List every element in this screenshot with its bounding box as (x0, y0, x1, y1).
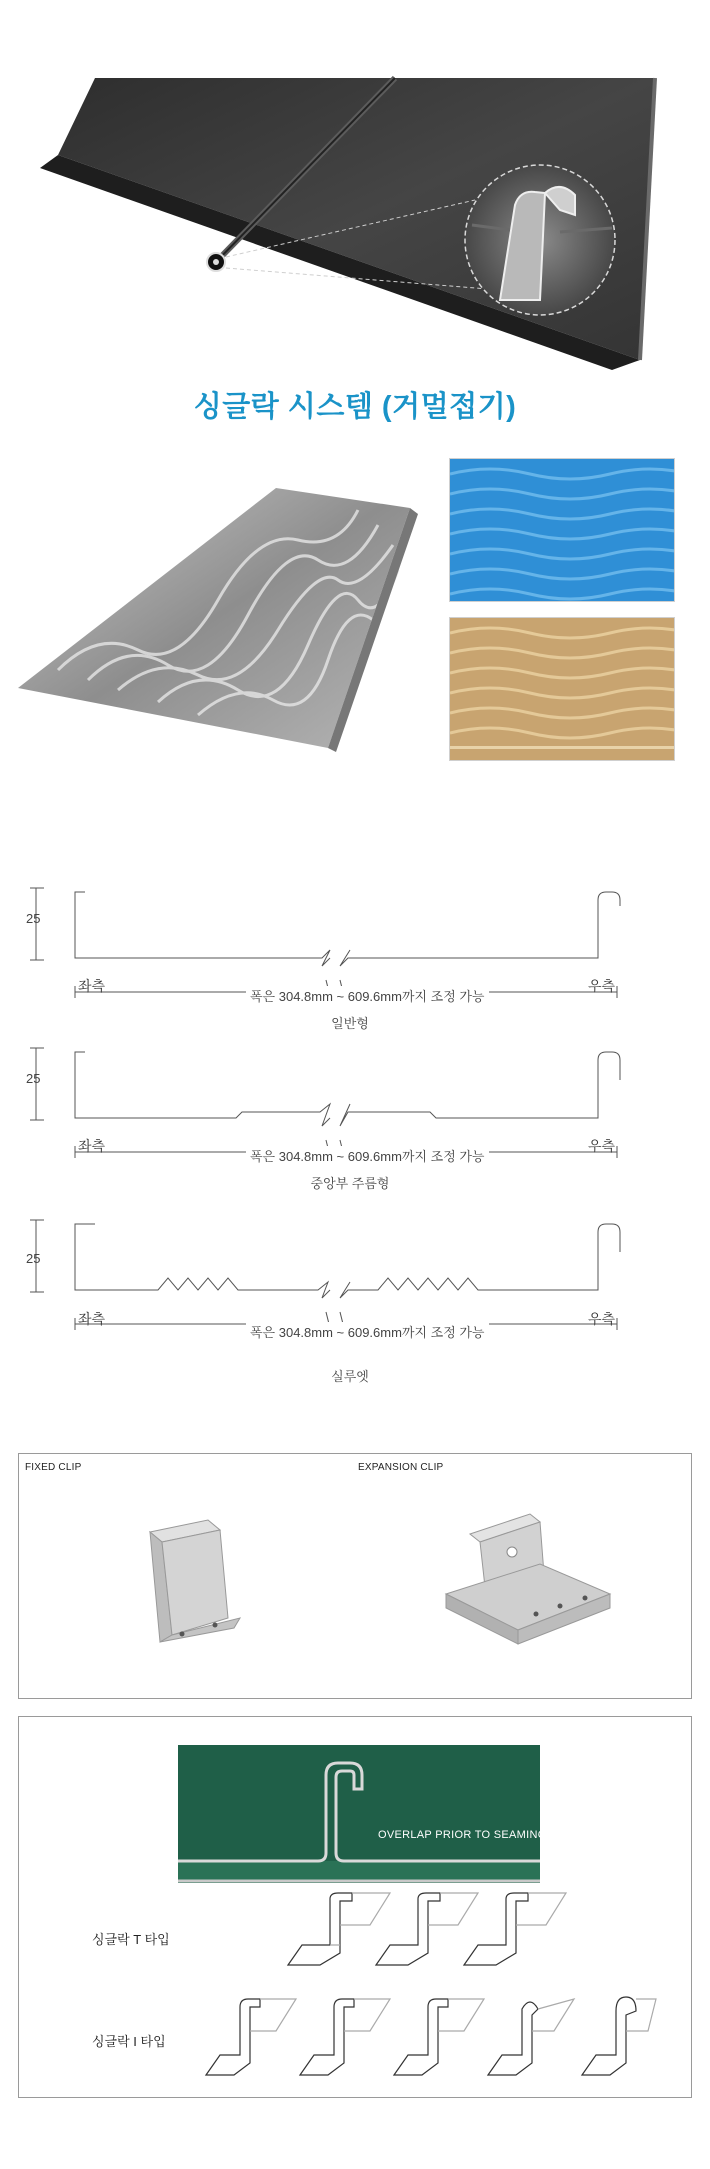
left-side-label: 좌측 (78, 978, 106, 994)
t-type-label: 싱글락 T 타입 (92, 1932, 170, 1947)
expansion-clip-label: EXPANSION CLIP (358, 1462, 444, 1473)
overlap-text: OVERLAP PRIOR TO SEAMING (378, 1829, 547, 1841)
i-type-seam-diagram (200, 1985, 660, 2085)
height-dimension: 25 (26, 911, 41, 926)
width-range-text: 폭은 304.8mm ~ 609.6mm까지 조정 가능 (246, 1146, 489, 1165)
t-type-seam-diagram (280, 1885, 620, 1975)
profile-caption: 중앙부 주름형 (310, 1176, 390, 1191)
height-dimension: 25 (26, 1071, 41, 1086)
i-type-label: 싱글락 I 타입 (92, 2034, 166, 2049)
blue-wave-swatch (449, 458, 675, 602)
right-side-label: 우측 (588, 1311, 616, 1327)
seam-photo (178, 1745, 540, 1883)
right-side-label: 우측 (588, 1138, 616, 1154)
wave-panel-image (18, 480, 418, 760)
width-range-text: 폭은 304.8mm ~ 609.6mm까지 조정 가능 (246, 986, 489, 1005)
fixed-clip-label: FIXED CLIP (25, 1462, 82, 1473)
right-side-label: 우측 (588, 978, 616, 994)
profile-caption: 실루엣 (331, 1369, 369, 1384)
width-range-text: 폭은 304.8mm ~ 609.6mm까지 조정 가능 (246, 1322, 489, 1341)
height-dimension: 25 (26, 1251, 41, 1266)
expansion-clip-image (440, 1504, 620, 1654)
left-side-label: 좌측 (78, 1138, 106, 1154)
page-title: 싱글락 시스템 (거멀접기) (193, 391, 517, 423)
profile-caption: 일반형 (331, 1016, 369, 1031)
left-side-label: 좌측 (78, 1311, 106, 1327)
fixed-clip-image (140, 1510, 250, 1650)
gold-wave-swatch (449, 617, 675, 761)
hero-panel-image (0, 0, 710, 380)
